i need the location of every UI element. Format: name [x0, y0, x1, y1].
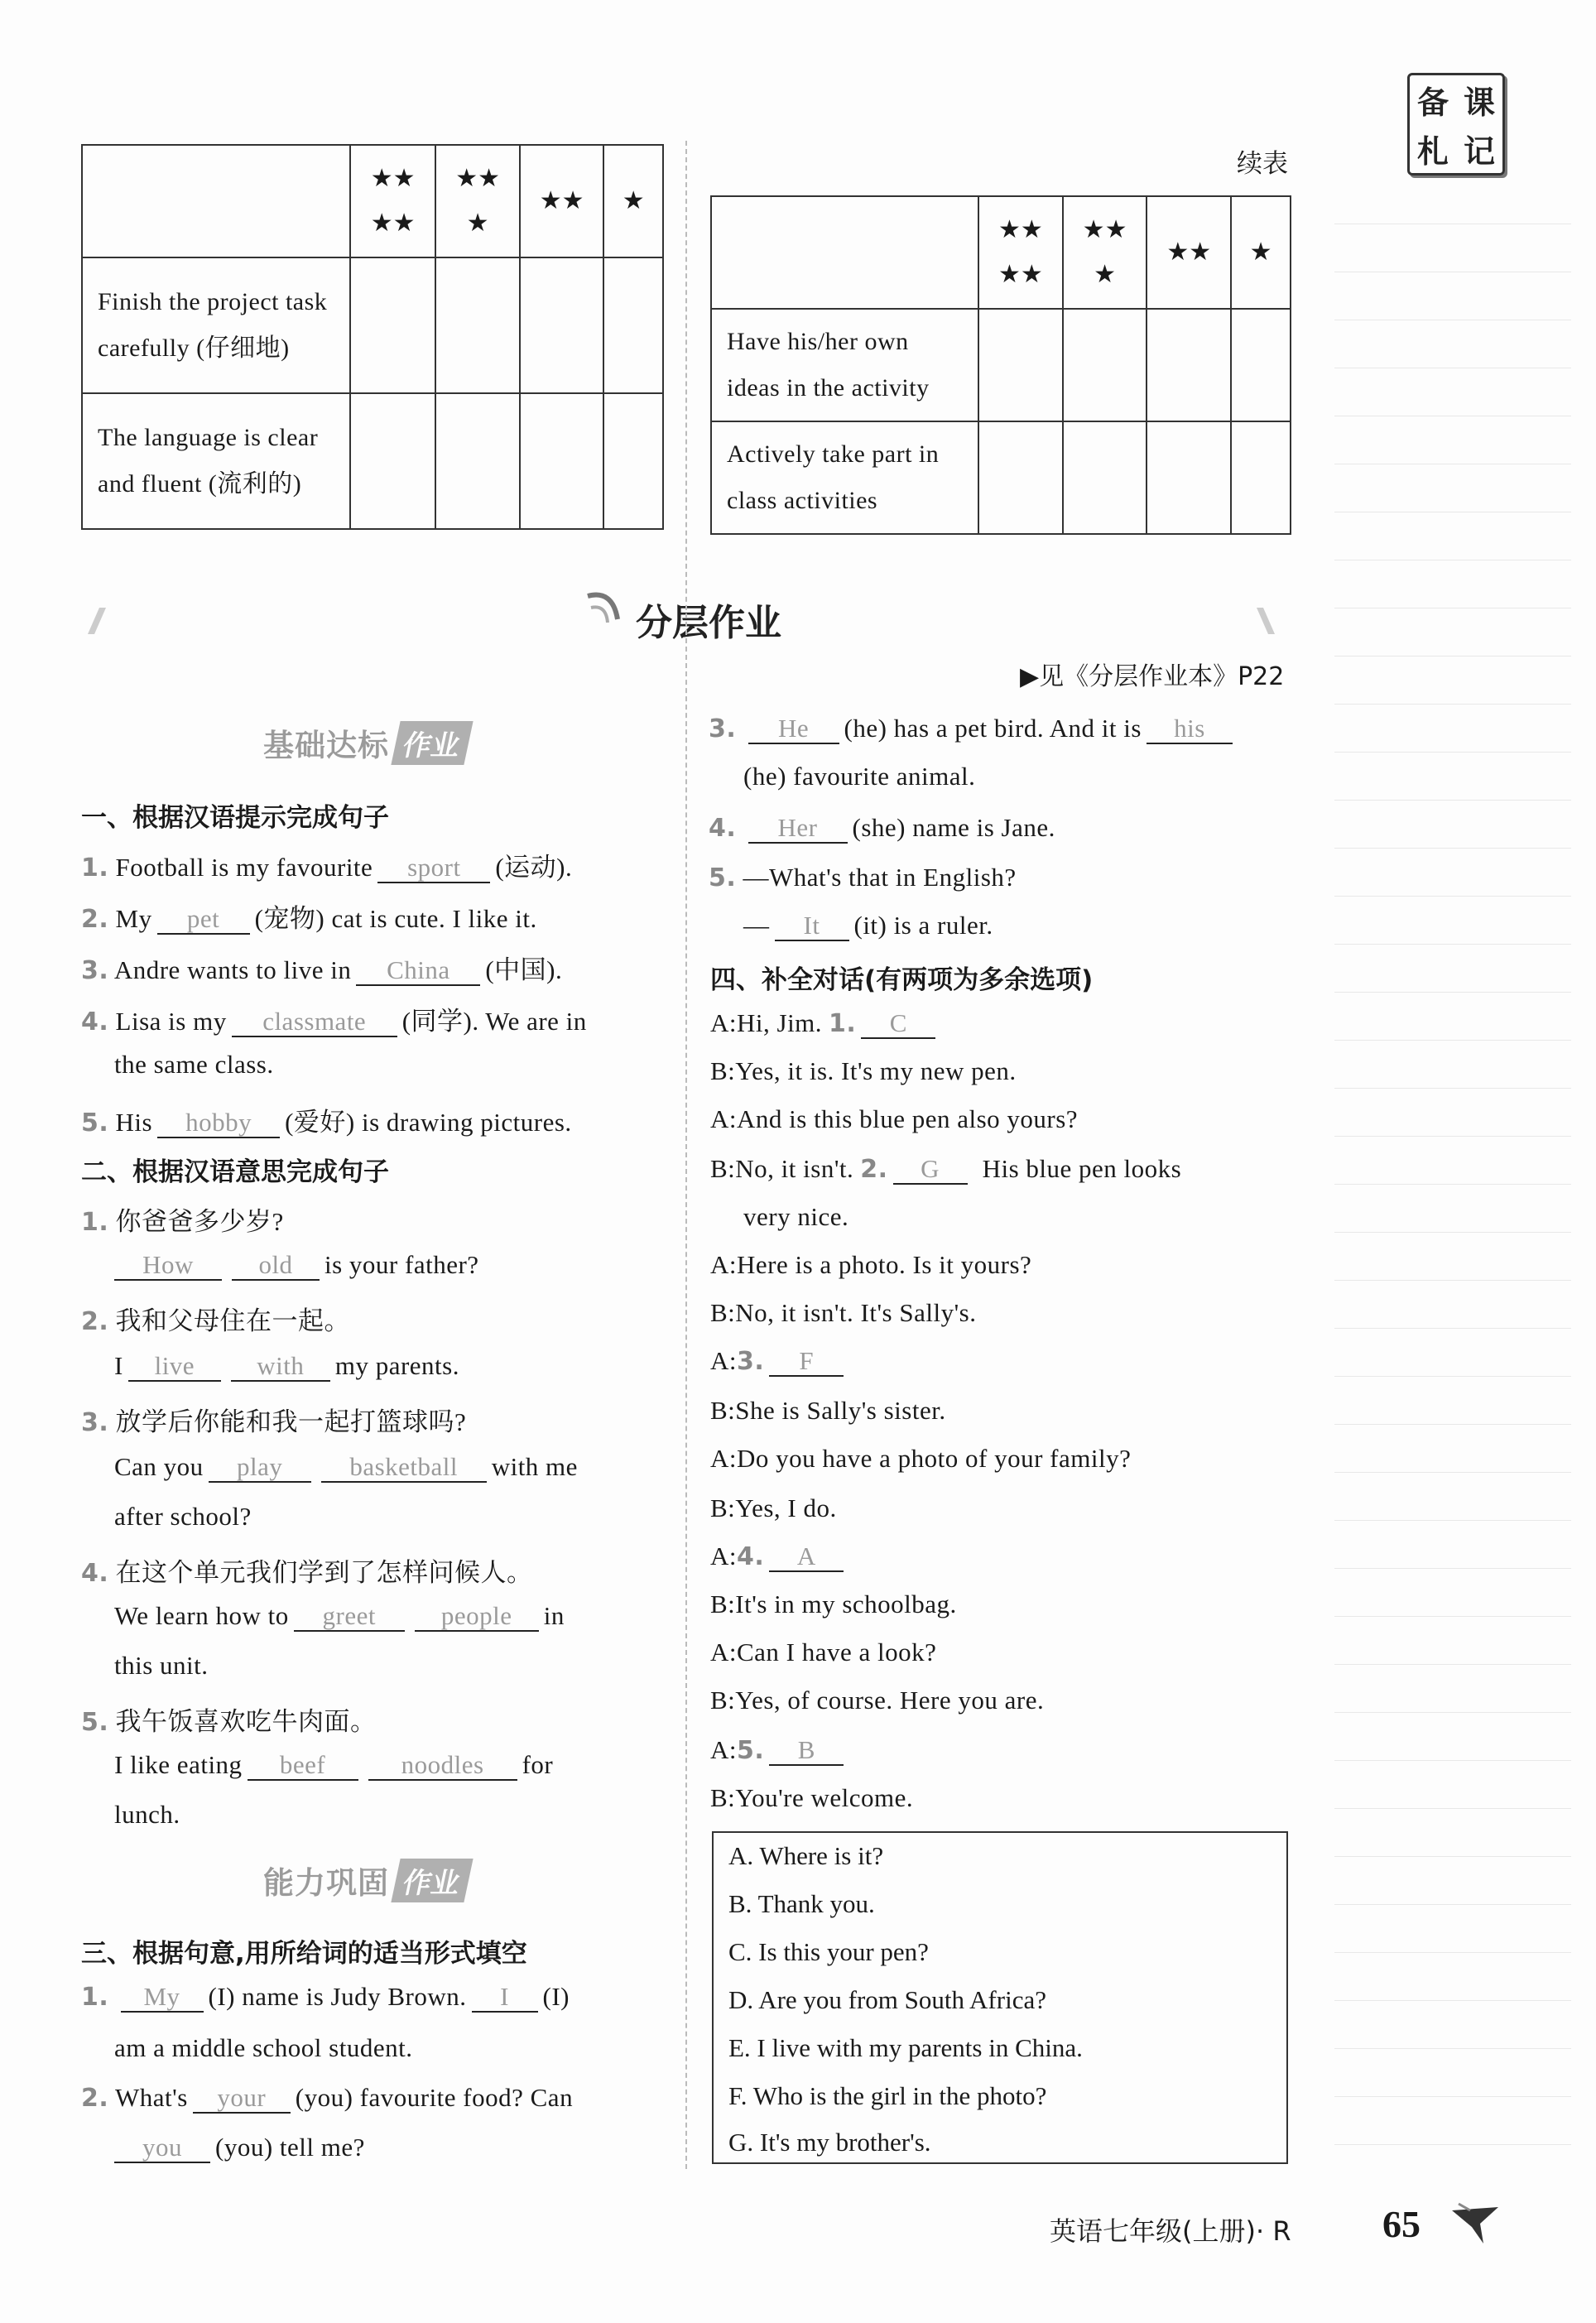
question — [709, 714, 1238, 744]
speaker: B: — [710, 1590, 736, 1618]
dialog-text: Yes, of course. Here you are. — [735, 1686, 1045, 1715]
group-tag: 作业 — [391, 1859, 473, 1902]
note-rule-line — [1334, 704, 1571, 705]
speaker: A: — [710, 1638, 737, 1666]
rubric-table-right — [710, 195, 1291, 535]
question-text: My — [115, 904, 152, 933]
question-number: 1. — [81, 1208, 109, 1237]
dialog-text: Can I have a look? — [737, 1638, 937, 1666]
note-rule-line — [1334, 1088, 1571, 1089]
dialog-text: No, it isn't. It's Sally's. — [735, 1298, 977, 1327]
note-rule-line — [1334, 2048, 1571, 2049]
answer-blank[interactable]: F — [769, 1347, 844, 1377]
answer-line — [114, 2133, 365, 2163]
rubric-cell[interactable] — [1063, 309, 1147, 421]
question — [81, 1401, 466, 1438]
dialog-text: She is Sally's sister. — [735, 1396, 946, 1425]
rubric-cell[interactable] — [435, 393, 519, 529]
options-box — [712, 1831, 1288, 2164]
rubric-cell[interactable] — [1147, 309, 1231, 421]
answer-line — [114, 1750, 553, 1781]
rubric-cell[interactable] — [520, 257, 603, 393]
answer-blank[interactable]: play — [209, 1453, 311, 1483]
notes-column — [1334, 132, 1571, 2161]
rubric-cell[interactable] — [350, 257, 435, 393]
rubric-row-desc: Have his/her own ideas in the activity — [711, 309, 978, 421]
notes-badge — [1407, 73, 1505, 176]
note-rule-line — [1334, 1472, 1571, 1473]
rubric-cell[interactable] — [350, 393, 435, 529]
option-item: D. Are you from South Africa? — [728, 1985, 1046, 2014]
question-number: 5. — [709, 863, 737, 892]
note-rule-line — [1334, 752, 1571, 753]
note-rule-line — [1334, 1616, 1571, 1617]
rubric-cell[interactable] — [603, 393, 663, 529]
dialog-line — [710, 1686, 1050, 1715]
question-text: (同学). We are in — [401, 1007, 587, 1036]
dialog-line — [710, 1250, 1038, 1280]
question-text: my parents. — [334, 1351, 459, 1380]
answer-blank[interactable]: noodles — [368, 1751, 517, 1781]
question-number: 1. — [829, 1009, 857, 1038]
option-item: G. It's my brother's. — [728, 2128, 931, 2157]
question — [81, 1982, 570, 2013]
answer-blank[interactable]: It — [775, 911, 849, 941]
note-rule-line — [1334, 1232, 1571, 1233]
speaker: A: — [710, 1541, 737, 1570]
group-title: 基础达标 — [263, 728, 389, 763]
speaker: B: — [710, 1056, 736, 1085]
dialog-line — [710, 1346, 848, 1377]
question-number: 5. — [81, 1109, 109, 1137]
answer-blank[interactable]: beef — [248, 1751, 358, 1781]
note-rule-line — [1334, 1760, 1571, 1761]
question-number: 2. — [81, 1307, 109, 1336]
answer-line — [114, 1351, 459, 1382]
part4-heading: 四、补全对话(有两项为多余选项) — [710, 965, 1094, 995]
question-number: 4. — [709, 814, 737, 843]
note-rule-line — [1334, 896, 1571, 897]
speaker: B: — [710, 1783, 736, 1812]
rubric-cell[interactable] — [1231, 421, 1291, 534]
answer-blank[interactable]: B — [769, 1736, 844, 1766]
note-rule-line — [1334, 1712, 1571, 1713]
group-tag: 作业 — [391, 721, 473, 765]
option-item: A. Where is it? — [728, 1841, 884, 1870]
dialog-line — [710, 1638, 943, 1667]
rubric-row-desc: Actively take part in class activities — [711, 421, 978, 534]
dialog-text: Yes, it is. It's my new pen. — [735, 1056, 1017, 1085]
badge-char: 备 — [1416, 84, 1449, 121]
right-deco-icon — [1248, 604, 1281, 637]
question — [81, 897, 537, 935]
question-chinese: 你爸爸多少岁? — [115, 1207, 284, 1236]
dialog-line — [710, 1590, 964, 1619]
question-continuation: the same class. — [114, 1050, 274, 1079]
answer-blank[interactable]: greet — [294, 1602, 405, 1632]
note-rule-line — [1334, 1184, 1571, 1185]
dialog-text: You're welcome. — [735, 1783, 914, 1812]
answer-blank[interactable]: basketball — [321, 1453, 487, 1483]
question-continuation: lunch. — [114, 1800, 180, 1829]
answer-blank[interactable]: pet — [157, 905, 250, 935]
star-col-1: ★ — [603, 145, 663, 257]
question-number: 3. — [737, 1347, 765, 1376]
left-deco-icon — [81, 604, 114, 637]
question-number: 2. — [81, 2084, 109, 2113]
dialog-line — [710, 1056, 1023, 1086]
dialog-line — [710, 1735, 848, 1766]
note-rule-line — [1334, 800, 1571, 801]
answer-blank[interactable]: his — [1147, 714, 1233, 744]
question-text: (he) has a pet bird. And it is — [844, 714, 1142, 743]
answer-blank[interactable]: sport — [377, 854, 490, 883]
option-item: B. Thank you. — [728, 1889, 875, 1918]
rubric-cell[interactable] — [435, 257, 519, 393]
workbook-reference: ▶见《分层作业本》P22 — [1020, 662, 1285, 691]
badge-char: 札 — [1416, 133, 1449, 170]
question — [81, 949, 562, 986]
option-item: C. Is this your pen? — [728, 1937, 929, 1966]
rubric-cell[interactable] — [520, 393, 603, 529]
note-rule-line — [1334, 1664, 1571, 1665]
question-continuation: after school? — [114, 1502, 252, 1531]
part3-heading: 三、根据句意,用所给词的适当形式填空 — [81, 1939, 527, 1969]
star-col-4: ★★ ★★ — [350, 145, 435, 257]
question — [709, 813, 1055, 844]
speaker: A: — [710, 1444, 737, 1473]
star-col-1: ★ — [1231, 196, 1291, 309]
answer-blank[interactable]: old — [232, 1251, 320, 1281]
group-basic-badge — [263, 720, 469, 765]
rubric-row-desc: Finish the project task carefully (仔细地) — [82, 257, 350, 393]
answer-blank[interactable]: your — [193, 2084, 291, 2114]
question — [81, 1101, 572, 1138]
answer-line — [114, 1601, 565, 1632]
dialog-line — [710, 1541, 848, 1572]
question-number: 5. — [737, 1736, 765, 1765]
question-text: I — [114, 1351, 123, 1380]
speaker: A: — [710, 1735, 737, 1764]
question — [81, 846, 572, 883]
answer-line — [743, 911, 993, 941]
dialog-line — [710, 1104, 1084, 1134]
question-chinese: 我和父母住在一起。 — [115, 1306, 351, 1335]
question-text: (运动). — [495, 853, 573, 882]
swirl-icon — [579, 586, 629, 636]
question-number: 1. — [81, 1983, 109, 2012]
note-rule-line — [1334, 1280, 1571, 1281]
question — [81, 1551, 533, 1589]
book-title: 英语七年级(上册)· R — [1050, 2215, 1291, 2247]
question — [81, 1300, 350, 1337]
star-col-3: ★★ ★ — [435, 145, 519, 257]
rubric-cell[interactable] — [1147, 421, 1231, 534]
note-rule-line — [1334, 1376, 1571, 1377]
speaker: B: — [710, 1493, 736, 1522]
dialog-continuation: very nice. — [743, 1202, 849, 1231]
dialog-text: No, it isn't. — [735, 1154, 854, 1183]
question-number: 3. — [81, 956, 109, 985]
dialog-line — [710, 1008, 940, 1039]
dialog-line — [710, 1154, 1181, 1185]
rubric-table-left — [81, 144, 664, 530]
page-number: 65 — [1382, 2203, 1421, 2245]
question-number: 5. — [81, 1708, 109, 1737]
group-title: 能力巩固 — [263, 1865, 389, 1901]
question-text: We learn how to — [114, 1601, 289, 1630]
question-chinese: 放学后你能和我一起打篮球吗? — [115, 1407, 467, 1436]
question — [81, 2083, 573, 2114]
rubric-row-desc: The language is clear and fluent (流利的) — [82, 393, 350, 529]
note-rule-line — [1334, 2096, 1571, 2097]
note-rule-line — [1334, 848, 1571, 849]
answer-blank[interactable]: He — [748, 714, 839, 744]
question-number: 2. — [860, 1155, 888, 1184]
note-rule-line — [1334, 992, 1571, 993]
question-text: (you) tell me? — [215, 2133, 365, 2162]
question-number: 2. — [81, 905, 109, 934]
question-continuation: this unit. — [114, 1651, 209, 1680]
answer-blank[interactable]: I — [472, 1983, 538, 2013]
question-chinese: 在这个单元我们学到了怎样问候人。 — [115, 1558, 533, 1587]
note-rule-line — [1334, 1424, 1571, 1425]
dialog-text: And is this blue pen also yours? — [737, 1104, 1079, 1133]
question-text: Can you — [114, 1452, 204, 1481]
question-text: (宠物) cat is cute. I like it. — [254, 904, 537, 933]
note-rule-line — [1334, 1952, 1571, 1953]
answer-blank[interactable]: hobby — [157, 1109, 280, 1138]
answer-line — [114, 1452, 578, 1483]
option-item: E. I live with my parents in China. — [728, 2033, 1083, 2062]
speaker: A: — [710, 1346, 737, 1375]
dialog-text: Here is a photo. Is it yours? — [737, 1250, 1032, 1279]
question-text: What's — [114, 2083, 188, 2112]
corner-arrow-icon — [1447, 2199, 1505, 2248]
question — [81, 1200, 284, 1238]
answer-blank[interactable]: classmate — [232, 1008, 397, 1037]
speaker: B: — [710, 1298, 736, 1327]
question-chinese: 我午饭喜欢吃牛肉面。 — [115, 1707, 377, 1736]
star-col-3: ★★ ★ — [1063, 196, 1147, 309]
dash: — — [743, 911, 770, 940]
dialog-text: His blue pen looks — [982, 1154, 1182, 1183]
note-rule-line — [1334, 1904, 1571, 1905]
question-number: 4. — [81, 1559, 109, 1588]
dialog-line — [710, 1298, 983, 1328]
answer-blank[interactable]: My — [121, 1983, 204, 2013]
question-number: 4. — [81, 1008, 109, 1036]
note-rule-line — [1334, 1808, 1571, 1809]
answer-blank[interactable]: with — [231, 1352, 330, 1382]
dialog-line — [710, 1493, 844, 1523]
answer-line — [114, 1250, 479, 1281]
rubric-cell[interactable] — [978, 309, 1063, 421]
note-rule-line — [1334, 1040, 1571, 1041]
note-rule-line — [1334, 2000, 1571, 2001]
rubric-cell[interactable] — [978, 421, 1063, 534]
note-rule-line — [1334, 1136, 1571, 1137]
dialog-line — [710, 1783, 920, 1813]
question-number: 4. — [737, 1542, 765, 1571]
dialog-text: Yes, I do. — [735, 1493, 837, 1522]
section-title: 分层作业 — [636, 602, 781, 644]
question-text: in — [543, 1601, 565, 1630]
speaker: A: — [710, 1008, 737, 1037]
speaker: B: — [710, 1396, 736, 1425]
speaker: A: — [710, 1250, 737, 1279]
note-rule-line — [1334, 944, 1571, 945]
question-continuation: (he) favourite animal. — [743, 762, 976, 791]
question-text: Lisa is my — [115, 1007, 227, 1036]
dialog-line — [710, 1444, 1137, 1474]
speaker: B: — [710, 1154, 736, 1183]
question — [81, 1700, 377, 1738]
dialog-text: It's in my schoolbag. — [735, 1590, 957, 1618]
rubric-cell[interactable] — [603, 257, 663, 393]
note-rule-line — [1334, 1568, 1571, 1569]
speaker: A: — [710, 1104, 737, 1133]
note-rule-line — [1334, 1520, 1571, 1521]
star-col-4: ★★ ★★ — [978, 196, 1063, 309]
question-text: with me — [491, 1452, 578, 1481]
question — [81, 1000, 587, 1037]
star-col-2: ★★ — [1147, 196, 1231, 309]
question-text: (中国). — [485, 955, 563, 984]
badge-char: 课 — [1463, 84, 1495, 121]
rubric-cell[interactable] — [1063, 421, 1147, 534]
question-text: is your father? — [324, 1250, 479, 1279]
answer-blank[interactable]: China — [356, 956, 480, 986]
question-text: for — [522, 1750, 554, 1779]
question-text: —What's that in English? — [743, 863, 1017, 892]
column-divider — [685, 141, 687, 2169]
question-number: 1. — [81, 854, 109, 883]
answer-blank[interactable]: Her — [748, 814, 848, 844]
speaker: B: — [710, 1686, 736, 1715]
answer-blank[interactable]: C — [861, 1009, 935, 1039]
question-text: (she) name is Jane. — [852, 813, 1055, 842]
answer-blank[interactable]: people — [415, 1602, 539, 1632]
answer-blank[interactable]: live — [128, 1352, 221, 1382]
question-text: Andre wants to live in — [113, 955, 352, 984]
option-item: F. Who is the girl in the photo? — [728, 2081, 1047, 2110]
dialog-text: Do you have a photo of your family? — [737, 1444, 1132, 1473]
question-continuation: am a middle school student. — [114, 2033, 413, 2062]
note-rule-line — [1334, 1856, 1571, 1857]
question — [709, 863, 1017, 892]
dialog-line — [710, 1396, 953, 1426]
part1-heading: 一、根据汉语提示完成句子 — [81, 803, 389, 833]
question-number: 3. — [709, 714, 737, 743]
question-number: 3. — [81, 1408, 109, 1437]
continued-label: 续表 — [1237, 149, 1288, 179]
rubric-header-blank — [711, 196, 978, 309]
question-text: Football is my favourite — [115, 853, 373, 882]
answer-blank[interactable]: G — [893, 1155, 968, 1185]
badge-char: 记 — [1463, 133, 1495, 170]
question-text: (爱好) is drawing pictures. — [285, 1108, 572, 1137]
answer-blank[interactable]: A — [769, 1542, 844, 1572]
question-text: (I) — [542, 1982, 570, 2011]
question-text: (you) favourite food? Can — [295, 2083, 574, 2112]
question-text: His — [115, 1108, 153, 1137]
group-consolidate-badge — [263, 1858, 469, 1902]
part2-heading: 二、根据汉语意思完成句子 — [81, 1157, 389, 1187]
star-col-2: ★★ — [520, 145, 603, 257]
note-rule-line — [1334, 2144, 1571, 2145]
note-rule-line — [1334, 1328, 1571, 1329]
answer-blank[interactable]: you — [114, 2133, 210, 2163]
dialog-text: Hi, Jim. — [737, 1008, 823, 1037]
rubric-header-blank — [82, 145, 350, 257]
question-text: I like eating — [114, 1750, 243, 1779]
question-text: (it) is a ruler. — [853, 911, 993, 940]
question-text: (I) name is Judy Brown. — [208, 1982, 467, 2011]
rubric-cell[interactable] — [1231, 309, 1291, 421]
answer-blank[interactable]: How — [114, 1251, 222, 1281]
